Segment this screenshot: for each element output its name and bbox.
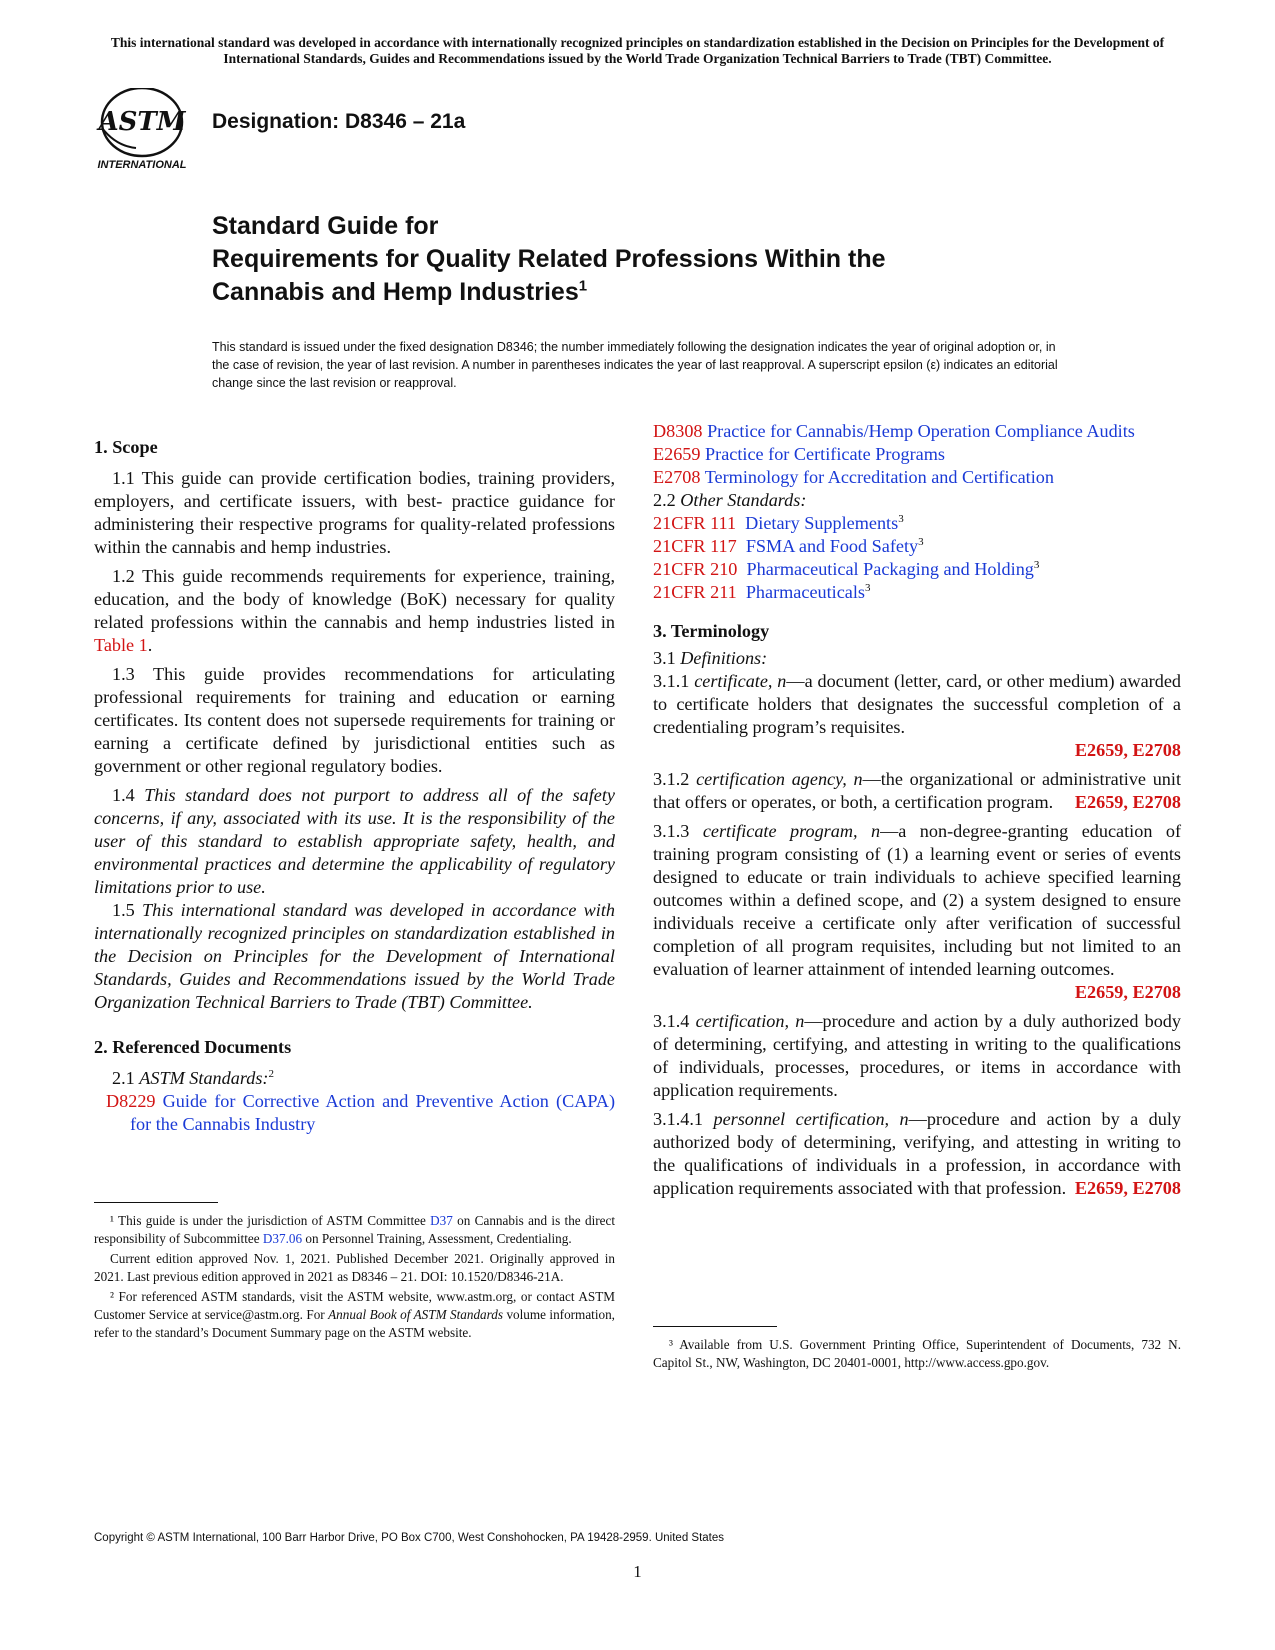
d37-link[interactable]: D37 (430, 1213, 453, 1228)
scope-1-4 (94, 784, 615, 899)
footnote-1-b: on Cannabis and is the direct responsibility of Subcommittee (94, 1213, 615, 1246)
astm-standards-fn[interactable]: 2 (268, 1067, 274, 1080)
term-name: certification, n (695, 1011, 805, 1031)
ref-fn: 3 (918, 535, 924, 548)
ref-fn: 3 (865, 581, 871, 594)
ref-title[interactable]: Pharmaceutical Packaging and Holding (746, 559, 1034, 579)
right-column (653, 421, 1182, 1200)
footnote-1 (94, 1212, 615, 1248)
term-num: 3.1.4.1 (653, 1109, 714, 1129)
footnote-1-c: on Personnel Training, Assessment, Credentialing. (302, 1231, 572, 1246)
footnotes-left (94, 1212, 615, 1344)
term-text: —procedure and action by a duly authorized body of determining, certifying, and attesting in writing to the qualifications of individuals, processes, procedures, or items in accordance with application requirements. (653, 1011, 1181, 1100)
ref-code[interactable]: 21CFR 111 (653, 513, 737, 533)
term-text: —a document (letter, card, or other medium) awarded to certificate holders that designates the successful completion of a credentialing program’s requisites. (653, 671, 1182, 737)
scope-heading: 1. Scope (94, 437, 158, 457)
ref-21cfr-117[interactable] (653, 535, 1181, 558)
term-3-1-3 (653, 820, 1181, 981)
copyright: Copyright © ASTM International, 100 Barr Harbor Drive, PO Box C700, West Conshohocken, PA 19428-2959. United States (94, 1532, 725, 1544)
ref-title[interactable]: Practice for Cannabis/Hemp Operation Compliance Audits (707, 421, 1135, 441)
other-standards-num: 2.2 (653, 490, 681, 510)
terminology-heading: 3. Terminology (653, 621, 770, 641)
title-line-3 (212, 276, 886, 309)
ref-code[interactable]: E2659 (653, 444, 701, 464)
footnote-rule-right (653, 1326, 777, 1327)
ref-d8308[interactable] (653, 420, 1181, 443)
ref-e2659[interactable] (653, 443, 1181, 466)
footnote-2-b: volume information, refer to the standard’s Document Summary page on the ASTM website. (94, 1307, 615, 1340)
ref-title[interactable]: Guide for Corrective Action and Preventive Action (CAPA) for the Cannabis Industry (130, 1091, 615, 1134)
ref-21cfr-210[interactable] (653, 558, 1181, 581)
footnote-2-a: ² For referenced ASTM standards, visit the ASTM website, www.astm.org, or contact ASTM Customer Service at service@astm.org. For (94, 1289, 615, 1322)
ref-e2708[interactable] (653, 466, 1181, 489)
term-3-1-1 (653, 670, 1181, 739)
scope-1-1: 1.1 This guide can provide certification bodies, training providers, employers, and certificate issuers, with best- practice guidance for administering their respective programs for quality-related professions within the cannabis and hemp industries. (94, 468, 615, 557)
d37-06-link[interactable]: D37.06 (262, 1231, 303, 1246)
definitions-num: 3.1 (653, 648, 681, 668)
term-num: 3.1.3 (653, 821, 703, 841)
ref-21cfr-211[interactable] (653, 581, 1181, 604)
refdocs-heading: 2. Referenced Documents (94, 1037, 292, 1057)
title-line-2: Requirements for Quality Related Professions Within the (212, 245, 886, 273)
scope-1-2-text: 1.2 This guide recommends requirements for experience, training, education, and the body of knowledge (BoK) necessary for quality related professions within the cannabis and hemp industries listed in (94, 566, 615, 632)
table-1-link[interactable]: Table 1 (94, 635, 148, 655)
ref-code[interactable]: 21CFR 117 (653, 536, 737, 556)
term-num: 3.1.2 (653, 769, 697, 789)
term-source[interactable]: E2659, E2708 (1074, 792, 1181, 812)
left-column (94, 436, 615, 1136)
logo-sub: INTERNATIONAL (97, 159, 187, 171)
other-standards-text: Other Standards: (680, 490, 807, 510)
term-name: certificate program, n (702, 821, 881, 841)
ref-code[interactable]: E2708 (653, 467, 701, 487)
title-line-1: Standard Guide for (212, 212, 439, 240)
term-source[interactable]: E2659, E2708 (1074, 740, 1181, 760)
other-standards-label (653, 489, 1181, 512)
astm-standards-text: ASTM Standards: (139, 1068, 269, 1088)
top-notice: This international standard was developed in accordance with internationally recognized principles on standardization established in the Decision on Principles for the Development of International Standards, Guides and Recommendations issued by the World Trade Organization Technical Barriers to Trade (TBT) Committee. (110, 35, 1165, 66)
term-text: —procedure and action by a duly authorized body of determining, verifying, and attesting in writing to the qualifications of individuals in a profession, in accordance with application requirements associated with that profession. (653, 1109, 1182, 1198)
ref-title[interactable]: Practice for Certificate Programs (705, 444, 945, 464)
ref-title[interactable]: Terminology for Accreditation and Certification (704, 467, 1054, 487)
definitions-label (653, 647, 1181, 670)
scope-1-5-num: 1.5 (112, 900, 143, 920)
term-source[interactable]: E2659, E2708 (1074, 1178, 1181, 1198)
ref-code[interactable]: D8229 (106, 1091, 156, 1111)
ref-title[interactable]: Dietary Supplements (745, 513, 899, 533)
scope-1-5 (94, 899, 615, 1014)
scope-1-4-text: This standard does not purport to address all of the safety concerns, if any, associated with its use. It is the responsibility of the user of this standard to establish appropriate safety, health, and environmental practices and determine the applicability of regulatory limitations prior to use. (94, 785, 616, 897)
page-number: 1 (633, 1562, 642, 1581)
document-title (212, 210, 886, 309)
footnote-2 (94, 1288, 615, 1342)
term-3-1-4 (653, 1010, 1181, 1102)
ref-d8229[interactable] (94, 1090, 615, 1136)
term-source[interactable]: E2659, E2708 (1074, 982, 1181, 1002)
logo-text: ASTM (98, 107, 186, 137)
scope-1-2-end: . (147, 635, 153, 655)
designation: Designation: D8346 – 21a (212, 110, 466, 133)
astm-logo (96, 88, 196, 176)
ref-title[interactable]: FSMA and Food Safety (745, 536, 919, 556)
astm-standards-label (94, 1067, 615, 1090)
footnote-1-edition: Current edition approved Nov. 1, 2021. Published December 2021. Originally approved in 2021. Last previous edition approved in 2021 as D8346 – 21. DOI: 10.1520/D8346-21A. (94, 1251, 615, 1284)
term-name: certificate, n (694, 671, 787, 691)
ref-21cfr-111[interactable] (653, 512, 1181, 535)
issued-note: This standard is issued under the fixed designation D8346; the number immediately following the designation indicates the year of original adoption or, in the case of revision, the year of last revision. A number in parentheses indicates the year of last reapproval. A superscript epsilon (ε) indicates an editorial change since the last revision or reapproval. (212, 340, 1058, 390)
ref-fn: 3 (1033, 558, 1040, 571)
term-text: —a non-degree-granting education of training program consisting of (1) a learning event or series of events designed to educate or train individuals to achieve specified learning outcomes within a defined scope, and (2) a system designed to ensure individuals receive a certificate only after verification of successful completion of all program requisites, including but not limited to an evaluation of learner attainment of intended learning outcomes. (653, 821, 1182, 979)
scope-1-4-num: 1.4 (112, 785, 145, 805)
footnote-rule-left (94, 1202, 218, 1203)
ref-code[interactable]: 21CFR 210 (653, 559, 738, 579)
term-name: personnel certification, n (713, 1109, 909, 1129)
ref-code[interactable]: 21CFR 211 (653, 582, 737, 602)
footnote-3: ³ Available from U.S. Government Printing Office, Superintendent of Documents, 732 N. Capitol St., NW, Washington, DC 20401-0001, http://www.access.gpo.gov. (653, 1337, 1181, 1370)
ref-title[interactable]: Pharmaceuticals (745, 582, 865, 602)
title-footnote-ref[interactable]: 1 (578, 277, 588, 295)
definitions-text: Definitions: (680, 648, 768, 668)
title-line-3-text: Cannabis and Hemp Industries (212, 278, 579, 306)
term-text: —the organizational or administrative unit that offers or operates, or both, a certification program. (653, 769, 1182, 812)
term-num: 3.1.1 (653, 671, 695, 691)
term-name: certification agency, n (696, 769, 863, 789)
footnote-2-ital: Annual Book of ASTM Standards (328, 1307, 504, 1322)
term-num: 3.1.4 (653, 1011, 696, 1031)
scope-1-2 (94, 565, 615, 657)
ref-fn: 3 (898, 512, 904, 525)
footnotes-right (653, 1336, 1181, 1374)
scope-1-3: 1.3 This guide provides recommendations for articulating professional requirements for training and education or earning certificates. Its content does not supersede requirements for training or earning a certificate defined by jurisdictional entities such as government or other regional regulatory bodies. (94, 664, 615, 776)
astm-standards-num: 2.1 (112, 1068, 140, 1088)
footnote-1-a: ¹ This guide is under the jurisdiction of ASTM Committee (110, 1213, 431, 1228)
scope-1-5-text: This international standard was developed in accordance with internationally recognized principles on standardization established in the Decision on Principles for the Development of International Standards, Guides and Recommendations issued by the World Trade Organization Technical Barriers to Trade (TBT) Committee. (94, 900, 616, 1012)
ref-code[interactable]: D8308 (653, 421, 703, 441)
